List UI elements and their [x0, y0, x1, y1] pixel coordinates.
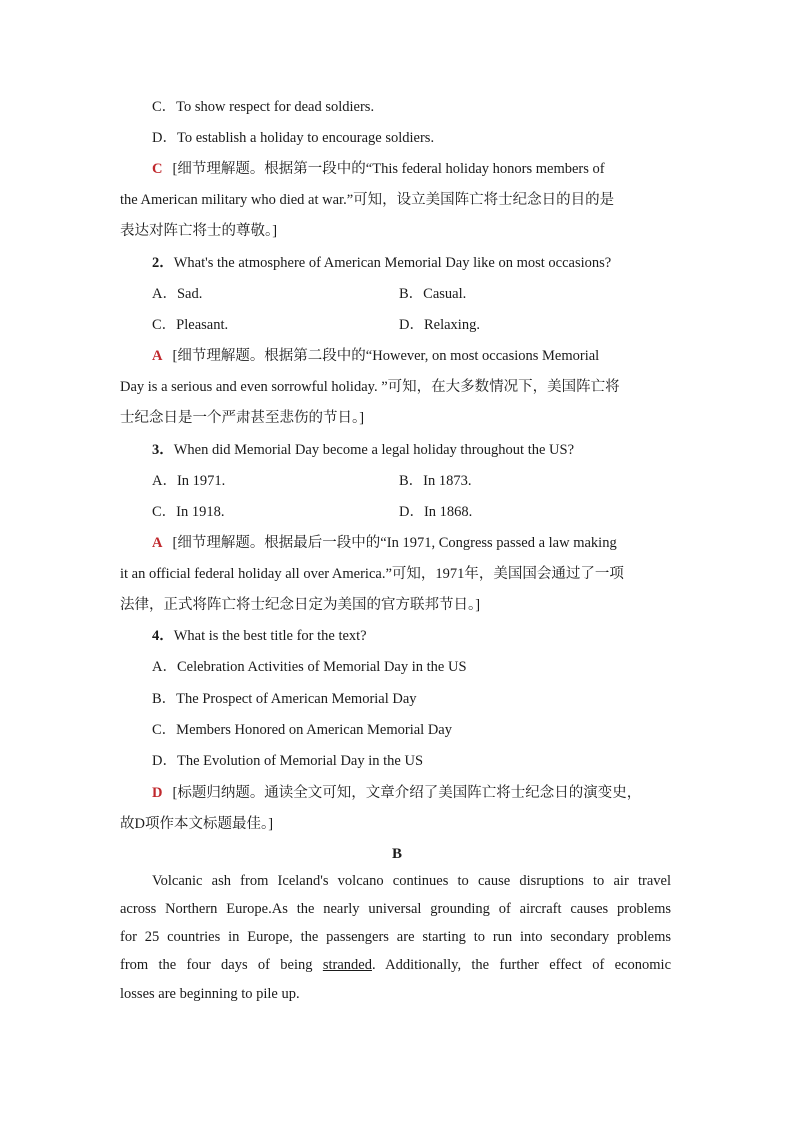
- answer-3-line-1: [152, 533, 617, 553]
- q4-option-c: C．Members Honored on American Memorial Day: [152, 722, 452, 738]
- question-3: [152, 440, 574, 460]
- answer-2-letter: A: [152, 348, 163, 364]
- q4-option-a: A．Celebration Activities of Memorial Day in the US: [152, 659, 467, 675]
- answer-4-text-1: [标题归纳题。通读全文可知，文章介绍了美国阵亡将士纪念日的演变史，: [172, 785, 642, 801]
- answer-3-line-3: 法律，正式将阵亡将士纪念日定为美国的官方联邦节日。]: [120, 597, 481, 613]
- answer-1-line-2: the American military who died at war.”可知，设立美国阵亡将士纪念日的目的是: [120, 192, 615, 208]
- answer-3-letter: A: [152, 535, 163, 551]
- q3-option-d: D．In 1868.: [399, 504, 473, 520]
- question-4-text: What is the best title for the text?: [173, 628, 367, 644]
- answer-4-letter: D: [152, 785, 163, 801]
- question-4: [152, 626, 367, 646]
- answer-1-text-1: [细节理解题。根据第一段中的“This federal holiday honors members of: [172, 161, 605, 177]
- answer-1-line-1: [152, 159, 675, 179]
- answer-3-line-2: it an official federal holiday all over America.”可知，1971年，美国国会通过了一项: [120, 566, 624, 582]
- passage-line-4-start: from the four days of being: [120, 957, 313, 973]
- passage-line-5: losses are beginning to pile up.: [120, 986, 300, 1002]
- q2-option-c: C．Pleasant.: [152, 317, 229, 333]
- underlined-word-stranded: stranded: [322, 957, 372, 973]
- q3-option-b: B．In 1873.: [399, 473, 472, 489]
- q3-option-c: C．In 1918.: [152, 504, 225, 520]
- question-4-number: 4．: [152, 628, 174, 644]
- section-heading-b: B: [391, 846, 402, 862]
- q2-option-a: A．Sad.: [152, 286, 203, 302]
- q2-option-b: B．Casual.: [399, 286, 467, 302]
- q4-option-b: B．The Prospect of American Memorial Day: [152, 691, 417, 707]
- q1-option-d: D．To establish a holiday to encourage soldiers.: [152, 130, 435, 146]
- answer-4-line-1: [152, 783, 641, 803]
- passage-line-4: [120, 955, 671, 975]
- q2-option-d: D．Relaxing.: [399, 317, 480, 333]
- passage-line-4-end: . Additionally, the further effect of economic: [371, 957, 672, 973]
- question-3-text: When did Memorial Day become a legal holiday throughout the US?: [173, 442, 575, 458]
- question-2: [152, 253, 611, 273]
- question-2-number: 2．: [152, 255, 174, 271]
- q1-option-c: C．To show respect for dead soldiers.: [152, 99, 375, 115]
- answer-2-line-1: [152, 346, 599, 366]
- q4-option-d: D．The Evolution of Memorial Day in the US: [152, 753, 424, 769]
- passage-line-1: Volcanic ash from Iceland's volcano continues to cause disruptions to air travel: [152, 873, 671, 889]
- answer-1-letter: C: [152, 161, 163, 177]
- question-3-number: 3．: [152, 442, 174, 458]
- answer-2-text-1: [细节理解题。根据第二段中的“However, on most occasions Memorial: [172, 348, 600, 364]
- passage-line-3: for 25 countries in Europe, the passengers are starting to run into secondary problems: [120, 929, 671, 945]
- answer-2-line-3: 士纪念日是一个严肃甚至悲伤的节日。]: [120, 410, 365, 426]
- answer-3-text-1: [细节理解题。根据最后一段中的“In 1971, Congress passed a law making: [172, 535, 617, 551]
- question-2-text: What's the atmosphere of American Memorial Day like on most occasions?: [173, 255, 612, 271]
- answer-2-line-2: Day is a serious and even sorrowful holiday. ”可知，在大多数情况下，美国阵亡将: [120, 379, 620, 395]
- answer-4-line-2: 故D项作本文标题最佳。]: [120, 816, 274, 832]
- passage-line-2: across Northern Europe.As the nearly universal grounding of aircraft causes problems: [120, 901, 671, 917]
- answer-1-line-3: 表达对阵亡将士的尊敬。]: [120, 223, 278, 239]
- q3-option-a: A．In 1971.: [152, 473, 226, 489]
